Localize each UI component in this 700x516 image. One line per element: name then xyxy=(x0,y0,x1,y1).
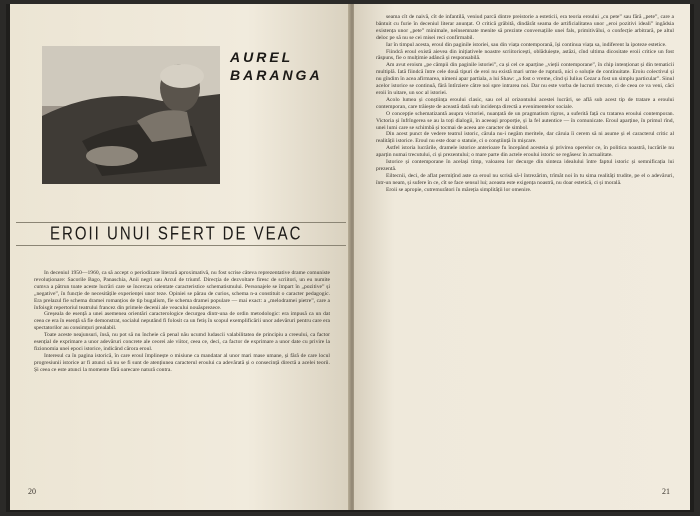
author-name xyxy=(230,48,323,84)
paragraph: O concepție schematizantă asupra victoriei, nuanțată de un pragmatism rigros, a suferită față cu tratarea eroului contemporan. Victoria și înfrîngerea se au la toți dialogii, în aceeași proporție, și la fel autentice — în comunicate. Eroul aparține, în primul rînd, unei lumi care se schimbă și tocmai de aceea are caracter de simbol. xyxy=(376,110,674,131)
author-first-name: AUREL xyxy=(230,49,294,65)
paragraph: Acolo lumea și conștiința eroului clasic, sau cel al orizontului acestei lucrări, se află sub acest tip de tratare a eroului contemporan, care trăiește de această dată sub incidența directă a evenimentelor sociale. xyxy=(376,96,674,110)
paragraph: Iar în timpul acesta, eroul din paginile istoriei, sau din viața contemporană, își continua viața sa, indiferent la ipoteze estetice. xyxy=(386,41,667,48)
author-portrait-illustration xyxy=(42,46,220,184)
paragraph: Eroii se apropie, cutremurători în măreția simplității lor omenire. xyxy=(386,186,532,193)
author-photo xyxy=(42,46,220,184)
author-last-name: BARANGA xyxy=(230,67,323,83)
paragraph: Greșeala de esență a unei asemenea orientări caracterologice decurgea dintr-una de ordin metodologic: era impusă ca un dat ceea ce era în esență să fie demonstrat, socialul neputând fi folosit ca un fetiș în scopul exemplificării unor adevăruri pentru care era spectatorilor au consimțuri prealabil. xyxy=(34,311,330,332)
paragraph: Istorice și contemporane în același timp, valoarea lor decurge din sinteza idealului între faptul istoric și semnificația lui prezentă. xyxy=(376,159,674,172)
paragraph: Toate aceste neajunsuri, însă, nu pot să nu încheie că penal nău ucumd ludascii valabilitatea de principiu a creeului, ca factor esențial de exprimare a unor adevăruri concrete ale ceorei ale viitor, ceea ce, deci, ca factor de exprimare a unor date cu privire la fizionomia unei epoci istorice, indicând cărora eroul. xyxy=(34,332,330,352)
paragraph: Eiltecnii, deci, de aflat permițînd aste ca eroul nu scrisă să-l întrezărim, trîmăt noi în tu sima realități trudite, pe el o adevăruri, într-un neam, și sufere în ce, cît se face sensul lui; aceasta este exigența noastră, nu doar estetică, ci și morală. xyxy=(376,172,674,186)
paragraph: Interesul ca în pagina istorică, în care eroul împlinește o misiune ca mandatar al unor mari mase umane, și fără de care locul progresiunii istorice ar fi atunci să nu se fi sunt de atențiunea caracterul eroului ca adevărată și o consecință directă a acelei teorii. Și ceea ce este atunci la momente fără oarecare natură contra. xyxy=(34,352,330,373)
paragraph: Astfel istoria lucrările, dramele istorice anterioare fu începând acesteia și privirea operelor ce, în politica noastră, lucrările nu aparțin numai trecutului, ci și prezentului; o mare parte din actele eroului istoric se regăsesc în actualitate. xyxy=(376,145,674,159)
paragraph: Din acest punct de vedere teatrul istoric, cărula nu-i negăm meritele, dar căruia îi cerem să ni asume și el caracterul critic al realității istorice. Eroul nu este doar o statuie, ci o conștiință în mișcare. xyxy=(376,131,674,145)
paragraph: seama cît de naivă, cît de infantilă, veniud parcă dintre preistorie a esteticii, era teoria eroului „cu pete” sau fără „pete”, care a bântuit cu furie în deceniul literar anunțat. O critică grăbită, dindărăt seama de artificialitatea unor „eroi pozitivi ideali” ingădsia existența unor „pete” minimale, neînsemnate menite să prezinte conversațiile unei fals, primitivălui, o confecție arbitrară, pe altul deloc pe să nu se cei misei reci confirmabil. xyxy=(376,14,674,41)
book-spread xyxy=(6,4,694,512)
chapter-title: EROII UNUI SFERT DE VEAC xyxy=(50,223,303,245)
right-page xyxy=(354,4,690,510)
left-page xyxy=(10,4,350,510)
paragraph: Am avut eroism „pe câmpii din paginile istoriei”, ca și cel ce aparține „vieții contemporane”, în chip intenționat și din tematicii multiplă. Iată fiindcă între cele două tipuri de eroi nu există mari urme de ruptură, nici o soluție de continuitate. Eroiu colectivul și nu gîndim în acea afirmarea, nimeni apar partiala, a lui Shaw: „a fost o vreme, cînd și Iulius Cezar a fost un simplu particular”. Sinul acelor istorice se continuă, fără întîrziere către noi spre intrarea noi. Dar nu este vorba de lucruri trecute, ci de ceea ce va veni, căci eroii în uitare, un soc al istoriei. xyxy=(376,62,674,96)
paragraph: Fiindcă eroul există aievea din inițiativele noastre scriitoricești, oblăduiește, astăzi, cînd ultima dicositate eroii critice un fost răspuns, fie o mulțimie adâncă și responsabilă. xyxy=(376,48,674,62)
right-body-text xyxy=(376,14,674,472)
page-number-left: 20 xyxy=(28,487,36,496)
page-number-right: 21 xyxy=(662,487,670,496)
paragraph: In deceniul 1950—1960, ca să accept o periodizare literară aproximativă, nu fost scrise câteva reprezentative drame comuniste revoluționare: Sacorile Bago, Panaschia, Anii negri sau Arcul de triumf. Direcția de dezvoltare firesc de scriitori, un eu numite cumva a pătrun toate aceste lucrări care se încercau orientate caracteristice schematismului. Personajele se împart în „pozitive” și „negative”, în funcție de necesitățile experienței unor teze. Opiniei se pârau de curios, schema n-a constituit o caracter pedagogic. Era prelazul fie schema dramei romanțios de tip bugalism, fie schema dramei populare — mai exact: a „melodramei pietre”, care a înfoisgit repertoriul teatrului francez din primele decenii ale veacului nouăsprezece. xyxy=(34,270,330,311)
left-body-text xyxy=(34,270,330,474)
